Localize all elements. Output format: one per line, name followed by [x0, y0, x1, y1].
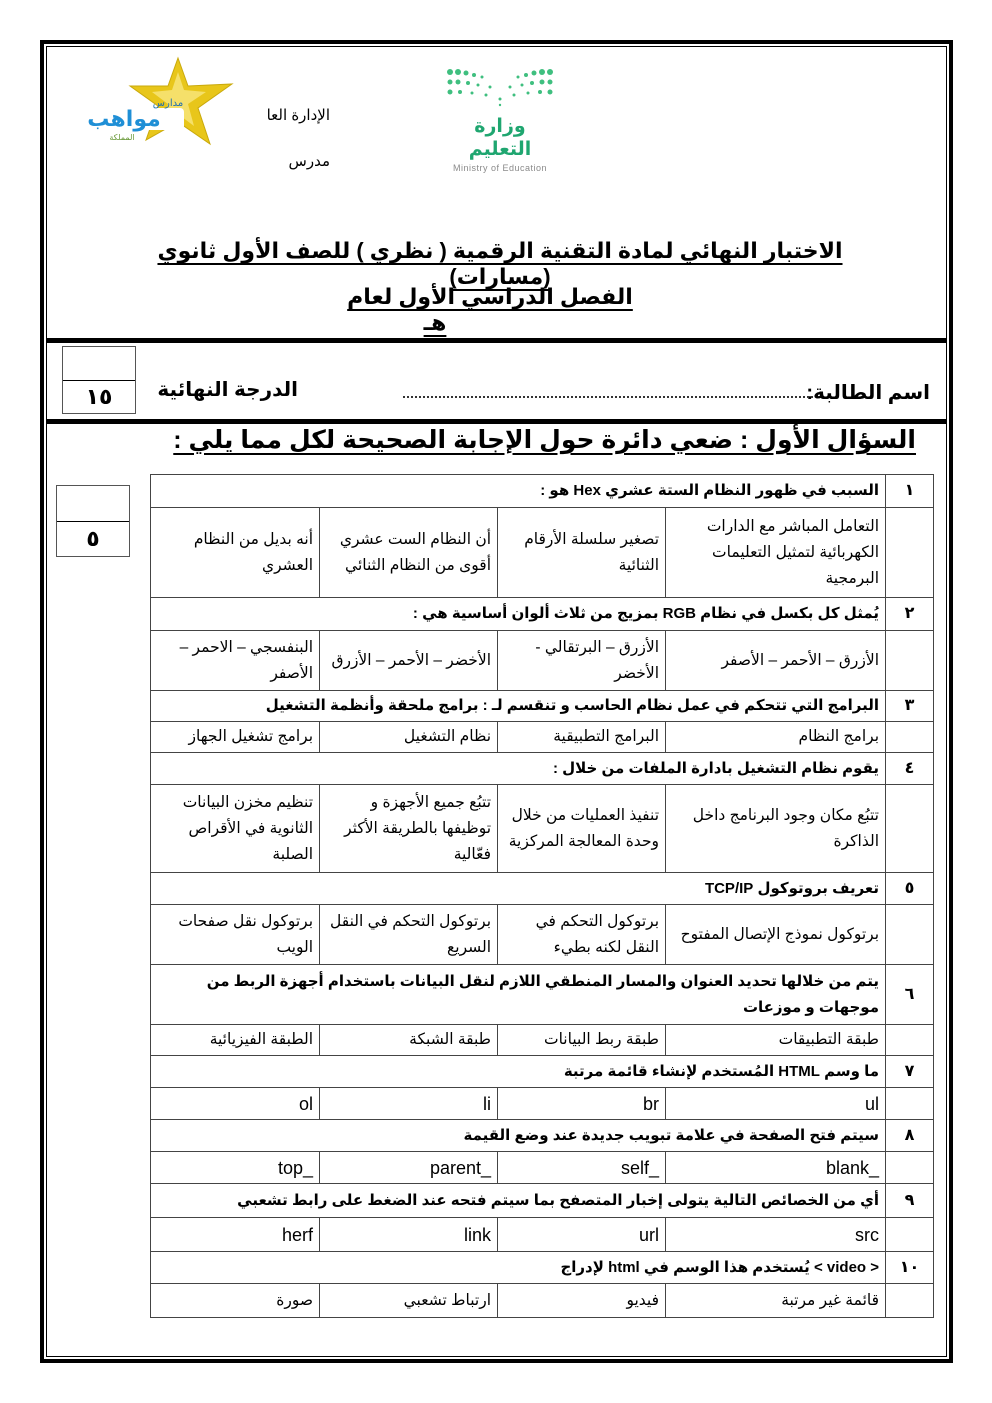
- answer-option[interactable]: _top: [151, 1152, 320, 1184]
- logo-mamlaka-text: المملكة: [109, 133, 135, 142]
- answer-option[interactable]: الأخضر – الأحمر – الأزرق: [320, 631, 498, 691]
- answer-option[interactable]: li: [320, 1088, 498, 1120]
- question-number: ٦: [886, 965, 934, 1025]
- answer-option[interactable]: تنظيم مخزن البيانات الثانوية في الأقراص الصلبة: [151, 785, 320, 873]
- answer-option[interactable]: الأزرق – الأحمر – الأصفر: [666, 631, 886, 691]
- question-row: [151, 598, 934, 631]
- question-text: البرامج التي تتحكم في عمل نظام الحاسب و تنقسم لـ : برامج ملحقة وأنظمة التشغيل: [151, 691, 886, 722]
- question-number: ٤: [886, 753, 934, 785]
- answer-option[interactable]: برامج تشغيل الجهاز: [151, 722, 320, 753]
- answer-option[interactable]: _blank: [666, 1152, 886, 1184]
- question-text: < video > يُستخدم هذا الوسم في html لإدراج: [151, 1252, 886, 1284]
- answer-option[interactable]: طبقة التطبيقات: [666, 1025, 886, 1056]
- options-row-spacer: [886, 785, 934, 873]
- options-row: [151, 1284, 934, 1318]
- options-row: [151, 785, 934, 873]
- answer-option[interactable]: طبقة الشبكة: [320, 1025, 498, 1056]
- question-1-score-total: ٥: [57, 521, 129, 556]
- options-row-spacer: [886, 722, 934, 753]
- exam-term: [300, 284, 680, 336]
- options-row-spacer: [886, 1218, 934, 1252]
- answer-option[interactable]: برتوكول التحكم في النقل السريع: [320, 905, 498, 965]
- star-logo-icon: [60, 56, 235, 146]
- answer-option[interactable]: ul: [666, 1088, 886, 1120]
- answer-option[interactable]: br: [498, 1088, 666, 1120]
- ministry-of-education-logo: [444, 66, 556, 173]
- question-row: [151, 1056, 934, 1088]
- final-grade-total: ١٥: [63, 380, 135, 413]
- question-text: أي من الخصائص التالية يتولى إخبار المتصفح بما سيتم فتحه عند الضغط على رابط تشعبي: [151, 1184, 886, 1218]
- question-text: السبب في ظهور النظام الستة عشري Hex هو :: [151, 475, 886, 508]
- options-row-spacer: [886, 1088, 934, 1120]
- question-text: تعريف بروتوكول TCP/IP: [151, 873, 886, 905]
- question-number: ١٠: [886, 1252, 934, 1284]
- answer-option[interactable]: الأزرق – البرتقالي - الأخضر: [498, 631, 666, 691]
- answer-option[interactable]: _self: [498, 1152, 666, 1184]
- answer-option[interactable]: قائمة غير مرتبة: [666, 1284, 886, 1318]
- question-row: [151, 873, 934, 905]
- question-1-heading: السؤال الأول : ضعي دائرة حول الإجابة الصحيحة لكل مما يلي :: [173, 426, 916, 454]
- exam-term-prefix: الفصل الدراسي الأول لعام: [347, 284, 633, 309]
- answer-option[interactable]: ol: [151, 1088, 320, 1120]
- options-row-spacer: [886, 1025, 934, 1056]
- answer-option[interactable]: برتوكول نموذج الإتصال المفتوح: [666, 905, 886, 965]
- question-row: [151, 965, 934, 1025]
- student-name-label: اسم الطالبة:: [806, 382, 930, 404]
- question-1-score-box: [56, 485, 130, 557]
- question-1-score-value[interactable]: [57, 486, 129, 521]
- answer-option[interactable]: برامج النظام: [666, 722, 886, 753]
- answer-option[interactable]: link: [320, 1218, 498, 1252]
- question-row: [151, 1120, 934, 1152]
- question-number: ٥: [886, 873, 934, 905]
- options-row: [151, 1152, 934, 1184]
- answer-option[interactable]: البنفسجي – الاحمر – الأصفر: [151, 631, 320, 691]
- final-grade-label: الدرجة النهائية: [157, 379, 298, 401]
- question-number: ١: [886, 475, 934, 508]
- answer-option[interactable]: البرامج التطبيقية: [498, 722, 666, 753]
- options-row: [151, 1218, 934, 1252]
- answer-option[interactable]: تتبُع جميع الأجهزة و توظيفها بالطريقة الأكثر فعّالية: [320, 785, 498, 873]
- question-row: [151, 1184, 934, 1218]
- question-number: ٧: [886, 1056, 934, 1088]
- question-number: ٨: [886, 1120, 934, 1152]
- answer-option[interactable]: _parent: [320, 1152, 498, 1184]
- final-grade-box: [62, 346, 136, 414]
- question-row: [151, 753, 934, 785]
- student-name-field[interactable]: [403, 388, 813, 398]
- answer-option[interactable]: herf: [151, 1218, 320, 1252]
- options-row: [151, 508, 934, 598]
- logo-mawaheb-text: مواهب: [87, 107, 161, 132]
- exam-term-suffix: هـ: [423, 310, 447, 335]
- answer-option[interactable]: تتبُع مكان وجود البرنامج داخل الذاكرة: [666, 785, 886, 873]
- answer-option[interactable]: نظام التشغيل: [320, 722, 498, 753]
- moe-english-name: Ministry of Education: [452, 163, 548, 173]
- question-text: يُمثل كل بكسل في نظام RGB بمزيج من ثلاث ألوان أساسية هي :: [151, 598, 886, 631]
- question-row: [151, 475, 934, 508]
- answer-option[interactable]: url: [498, 1218, 666, 1252]
- mcq-table: [150, 474, 934, 1318]
- moe-arabic-name: وزارة التعليم: [468, 116, 532, 160]
- divider-line: [46, 419, 947, 424]
- question-text: يتم من خلالها تحديد العنوان والمسار المنطقي اللازم لنقل البيانات باستخدام أجهزة الربط من موجهات و موزعات: [151, 965, 886, 1025]
- logo-madaris-text: مدارس: [152, 98, 184, 109]
- answer-option[interactable]: صورة: [151, 1284, 320, 1318]
- options-row-spacer: [886, 905, 934, 965]
- answer-option[interactable]: التعامل المباشر مع الدارات الكهربائية لتمثيل التعليمات البرمجية: [666, 508, 886, 598]
- options-row-spacer: [886, 1284, 934, 1318]
- moe-dots-icon: [444, 66, 556, 108]
- school-text: مدرس: [288, 153, 330, 170]
- answer-option[interactable]: تنفيذ العمليات من خلال وحدة المعالجة المركزية: [498, 785, 666, 873]
- question-text: سيتم فتح الصفحة في علامة تبويب جديدة عند وضع القيمة: [151, 1120, 886, 1152]
- options-row: [151, 722, 934, 753]
- question-row: [151, 1252, 934, 1284]
- answer-option[interactable]: برتوكول نقل صفحات الويب: [151, 905, 320, 965]
- answer-option[interactable]: src: [666, 1218, 886, 1252]
- question-number: ٩: [886, 1184, 934, 1218]
- question-text: ما وسم HTML المُستخدم لإنشاء قائمة مرتبة: [151, 1056, 886, 1088]
- options-row: [151, 1088, 934, 1120]
- divider-line: [46, 338, 947, 343]
- answer-option[interactable]: أنه بديل من النظام العشري: [151, 508, 320, 598]
- mawaheb-schools-logo: [60, 56, 235, 146]
- answer-option[interactable]: ارتباط تشعبي: [320, 1284, 498, 1318]
- options-row: [151, 631, 934, 691]
- exam-title: الاختبار النهائي لمادة التقنية الرقمية ( نظري ) للصف الأول ثانوي (مسارات): [157, 238, 843, 289]
- answer-option[interactable]: أن النظام الست عشري أقوى من النظام الثنائي: [320, 508, 498, 598]
- answer-option[interactable]: تصغير سلسلة الأرقام الثنائية: [498, 508, 666, 598]
- answer-option[interactable]: فيديو: [498, 1284, 666, 1318]
- options-row-spacer: [886, 508, 934, 598]
- answer-option[interactable]: الطبقة الفيزيائية: [151, 1025, 320, 1056]
- administration-text: الإدارة العا: [266, 107, 330, 124]
- options-row-spacer: [886, 631, 934, 691]
- question-text: يقوم نظام التشغيل بادارة الملفات من خلال :: [151, 753, 886, 785]
- options-row: [151, 1025, 934, 1056]
- question-row: [151, 691, 934, 722]
- answer-option[interactable]: طبقة ربط البيانات: [498, 1025, 666, 1056]
- options-row: [151, 905, 934, 965]
- question-number: ٢: [886, 598, 934, 631]
- options-row-spacer: [886, 1152, 934, 1184]
- answer-option[interactable]: برتوكول التحكم في النقل لكنه بطيء: [498, 905, 666, 965]
- question-number: ٣: [886, 691, 934, 722]
- final-grade-value[interactable]: [63, 347, 135, 380]
